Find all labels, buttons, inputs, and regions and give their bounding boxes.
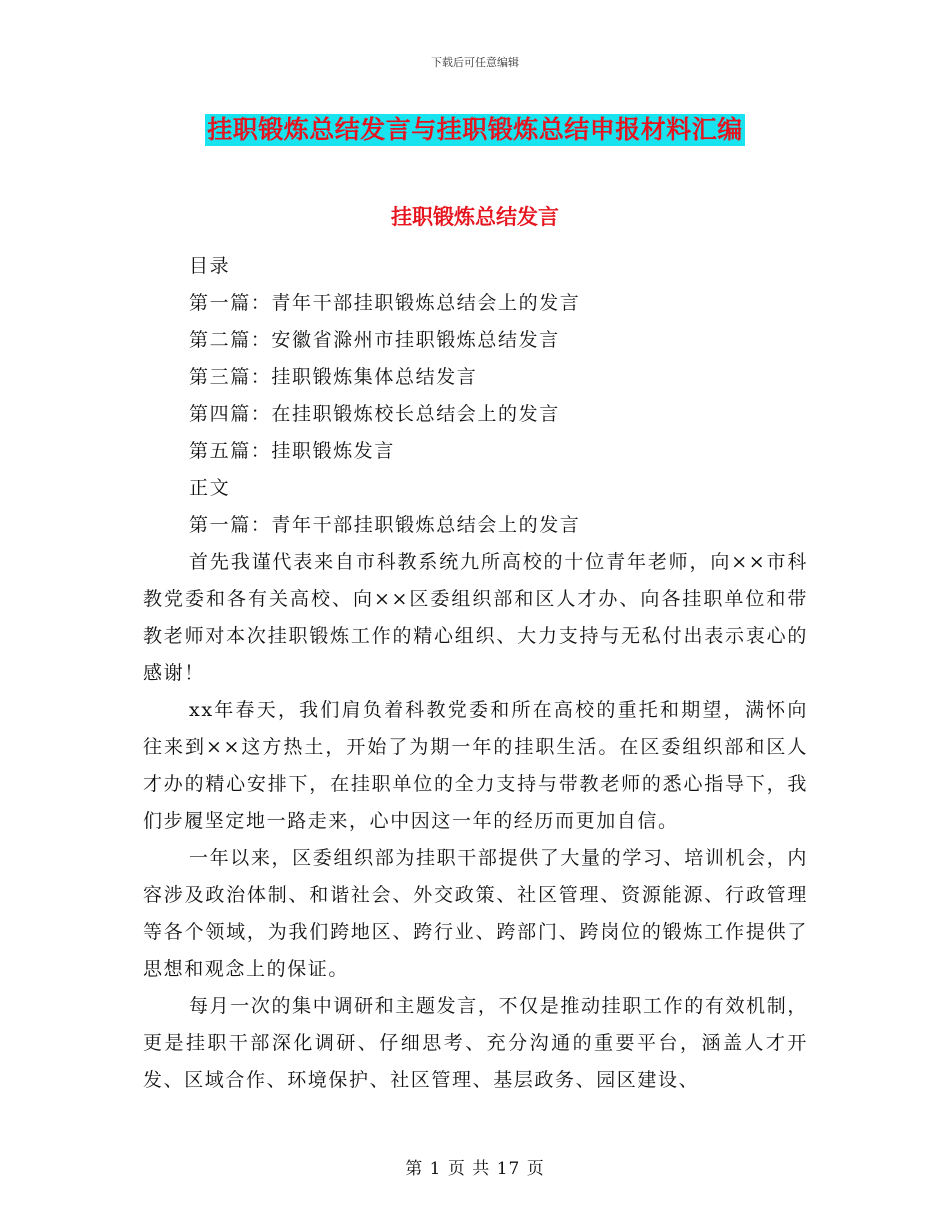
body-paragraph: 每月一次的集中调研和主题发言，不仅是推动挂职工作的有效机制，更是挂职干部深化调研、仔细思考、充分沟通的重要平台，涵盖人才开发、区域合作、环境保护、社区管理、基层政务、园区建设、: [143, 995, 808, 1091]
document-title-wrapper: [0, 114, 950, 146]
body-paragraph: 首先我谨代表来自市科教系统九所高校的十位青年老师，向××市科教党委和各有关高校、向××区委组织部和区人才办、向各挂职单位和带教老师对本次挂职锻炼工作的精心组织、大力支持与无私付出表示衷心的感谢！: [143, 551, 808, 684]
toc-heading: 目录: [189, 255, 231, 277]
body-paragraph: 一年以来，区委组织部为挂职干部提供了大量的学习、培训机会，内容涉及政治体制、和谐社会、外交政策、社区管理、资源能源、行政管理等各个领域，为我们跨地区、跨行业、跨部门、跨岗位的锻炼工作提供了思想和观念上的保证。: [143, 847, 808, 980]
article-subheading: 第一篇：青年干部挂职锻炼总结会上的发言: [189, 514, 581, 536]
section-title: 挂职锻炼总结发言: [391, 205, 559, 229]
toc-item: 第五篇：挂职锻炼发言: [189, 440, 396, 462]
footer-current-page: 1: [429, 1159, 442, 1179]
footer-total-pages: 17: [496, 1159, 521, 1179]
page-footer: [0, 1154, 950, 1179]
header-note: 下载后可任意编辑: [431, 56, 519, 69]
toc-item: 第一篇：青年干部挂职锻炼总结会上的发言: [189, 292, 581, 314]
toc-item: 第二篇：安徽省滁州市挂职锻炼总结发言: [189, 329, 560, 351]
toc-item: 第四篇：在挂职锻炼校长总结会上的发言: [189, 403, 560, 425]
footer-suffix: 页: [526, 1159, 545, 1179]
footer-middle: 页 共: [447, 1159, 491, 1179]
toc-item: 第三篇：挂职锻炼集体总结发言: [189, 366, 478, 388]
body-paragraph: xx年春天，我们肩负着科教党委和所在高校的重托和期望，满怀向往来到××这方热土，开始了为期一年的挂职生活。在区委组织部和区人才办的精心安排下，在挂职单位的全力支持与带教老师的悉心指导下，我们步履坚定地一路走来，心中因这一年的经历而更加自信。: [143, 699, 808, 832]
footer-prefix: 第: [405, 1159, 424, 1179]
body-heading: 正文: [189, 477, 231, 499]
document-title: 挂职锻炼总结发言与挂职锻炼总结申报材料汇编: [207, 115, 743, 144]
document-body: [143, 248, 808, 1099]
